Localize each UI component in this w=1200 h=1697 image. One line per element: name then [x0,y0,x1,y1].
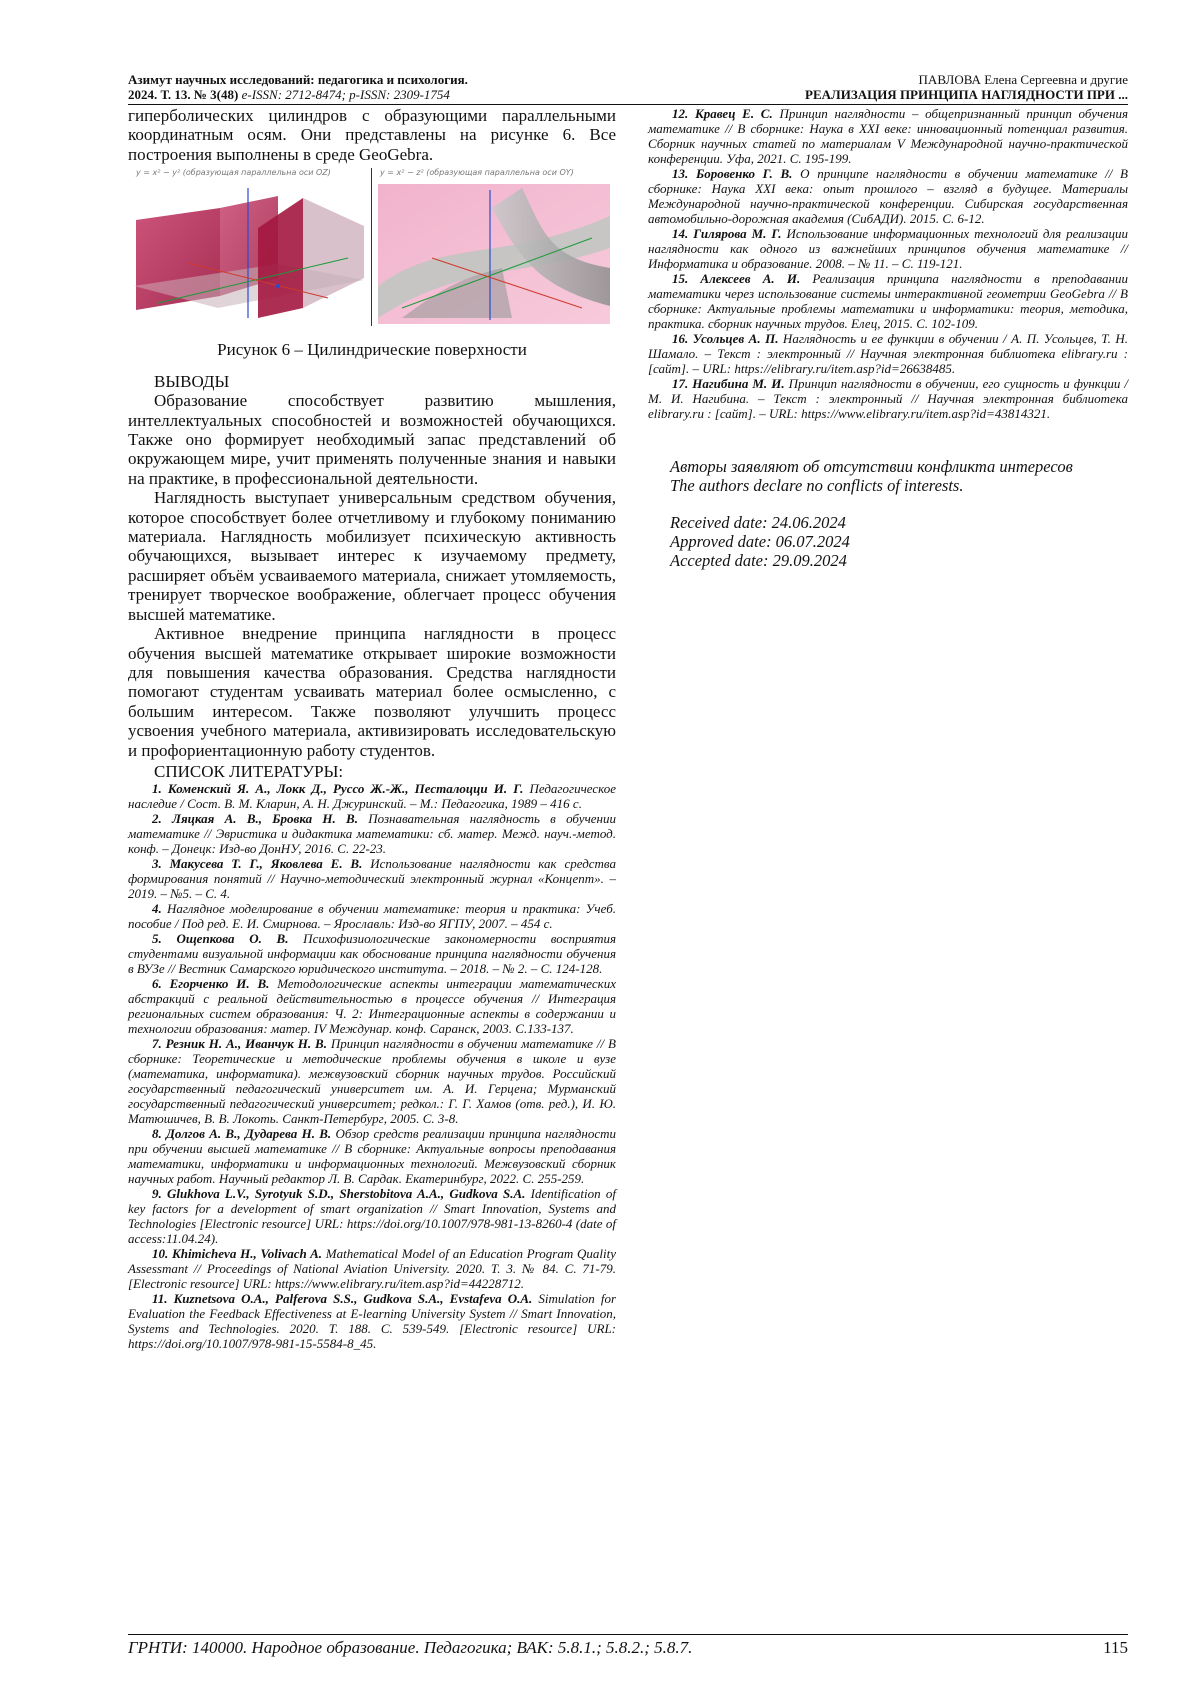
approved-date: Approved date: 06.07.2024 [670,532,850,551]
reference-item: 2. Ляцкая А. В., Бровка Н. В. Познавательная наглядность в обучении математике // Эвристика и дидактика математики: сб. матер. Межд. науч.-метод. конф. – Донецк: Изд-во ДонНУ, 2016. С. 22-23. [128,810,616,856]
figure-panel-left-caption: y = x² − y² (образующая параллельна оси OZ) [136,168,331,178]
figure-panel-left [128,168,371,326]
reference-item: 17. Нагибина М. И. Принцип наглядности в обучении, его сущность и функции / М. И. Нагибина. – Текст : электронный // Научная электронная библиотека elibrary.ru : [сайт]. – URL: https://www.elibrary.ru/item.asp?id=43814321. [648,376,1129,421]
reference-item: 8. Долгов А. В., Дударева Н. В. Обзор средств реализации принципа наглядности при обучении высшей математике // В сборнике: Актуальные вопросы преподавания математики, информатики и информационных технологий. Межвузовский сборник научных работ. Научный редактор Л. В. Сардак. Екатеринбург, 2022. С. 255-259. [128,1125,616,1186]
reference-item: 4. Наглядное моделирование в обучении математике: теория и практика: Учеб. пособие / Под ред. Е. И. Смирнова. – Ярославль: Изд-во ЯГПУ, 2007. – 454 с. [128,900,616,931]
reference-item: 13. Боровенко Г. В. О принципе наглядности в обучении математике // В сборнике: Наука XXI века: опыт прошлого – взгляд в будущее. Материалы Международной научно-практической конференции. Сибирская государственная автомобильно-дорожная академия (СибАДИ). 2015. С. 6-12. [648,166,1128,226]
footer-classification: ГРНТИ: 140000. Народное образование. Педагогика; ВАК: 5.8.1.; 5.8.2.; 5.8.7. [128,1638,693,1657]
journal-name: Азимут научных исследований: педагогика и психология. [128,72,468,87]
reference-item: 6. Егорченко И. В. Методологические аспекты интеграции математических абстракций с реальной действительностью в процессе обучения // Интеграция региональных систем образования: Ч. 2: Интеграционные аспекты в содержании и технологии образования: матер. IV Междунар. конф. Саранск, 2003. С.133-137. [128,975,616,1036]
figure-6 [128,168,616,326]
reference-item: 1. Коменский Я. А., Локк Д., Руссо Ж.-Ж., Песталоцци И. Г. Педагогическое наследие / Сост. В. М. Кларин, А. Н. Джуринский. – М.: Педагогика, 1989 – 416 с. [128,780,616,811]
conclusion-paragraph-3: Активное внедрение принципа наглядности в процесс обучения высшей математике открывает широкие возможности для повышения качества образования. Средства наглядности помогают студентам усваивать материал более осмысленно, с большим интересом. Также позволяют улучшить процесс усвоения учебного материала, активизировать исследовательскую и профориентационную работу студентов. [128,624,616,760]
accepted-date: Accepted date: 29.09.2024 [670,551,847,570]
left-column [128,106,616,1351]
journal-issue: 2024. Т. 13. № 3(48) [128,87,239,102]
conflict-statement-ru: Авторы заявляют об отсутствии конфликта интересов [670,457,1073,476]
header-authors: ПАВЛОВА Елена Сергеевна и другие [918,72,1128,87]
figure-panel-right-caption: y = x² − z² (образующая параллельна оси OY) [380,168,574,178]
reference-item: 7. Резник Н. А., Иванчук Н. В. Принцип наглядности в обучении математике // В сборнике: Теоретические и методические проблемы обучения в школе и вузе (математика, информатика). межвузовский сборник научных трудов. Российский государственный педагогический университет им. А. И. Герцена; Мурманский государственный педагогический университет; редкол.: Г. Г. Хамов (отв. ред.), И. Ю. Матюшичев, В. В. Локоть. Санкт-Петербург, 2005. С. 3-8. [128,1035,616,1126]
figure-caption: Рисунок 6 – Цилиндрические поверхности [217,340,527,360]
journal-issn: e-ISSN: 2712-8474; p-ISSN: 2309-1754 [238,87,450,102]
footer-rule [128,1634,1128,1635]
reference-item: 14. Гилярова М. Г. Использование информационных технологий для реализации наглядности как одного из важнейших принципов обучения математике // Информатика и образование. 2008. – № 11. – С. 119-121. [648,226,1128,271]
article-header [650,72,1128,102]
header-title: РЕАЛИЗАЦИЯ ПРИНЦИПА НАГЛЯДНОСТИ ПРИ ... [805,87,1128,102]
conflict-statement-en: The authors declare no conflicts of interests. [670,476,964,495]
journal-header [128,72,648,102]
reference-item: 5. Ощепкова О. В. Психофизиологические закономерности восприятия студентами визуальной информации как обоснование принципа наглядности обучения в ВУЗе // Вестник Самарского юридического института. – 2018. – № 2. – С. 124-128. [128,930,616,976]
declarations [648,457,1128,570]
cylinder-oy-plot [372,168,616,326]
reference-item: 16. Усольцев А. П. Наглядность и ее функции в обучении / А. П. Усольцев, Т. Н. Шамало. – Текст : электронный // Научная электронная библиотека elibrary.ru : [сайт]. – URL: https://elibrary.ru/item.asp?id=26638485. [648,331,1129,376]
conclusion-paragraph-2: Наглядность выступает универсальным средством обучения, которое способствует более отчетливому и глубокому пониманию материала. Наглядность мобилизует психическую активность обучающихся, вызывает интерес к изучаемому предмету, расширяет объём усваиваемого материала, снижает утомляемость, тренирует творческое воображение, облегчает процесс обучения высшей математике. [128,488,616,624]
header-rule [128,104,1128,105]
conclusions-heading: ВЫВОДЫ [154,372,230,392]
references-list-left [128,781,616,1351]
figure-panel-right [372,168,616,326]
reference-item: 11. Kuznetsova O.A., Palferova S.S., Gudkova S.A., Evstafeva O.A. Simulation for Evaluation the Feedback Effectiveness at E-learning University System // Smart Innovation, Systems and Technologies. 2020. Т. 188. С. 539-549. [Electronic resource] URL: https://doi.org/10.1007/978-981-15-5584-8_45. [128,1290,616,1351]
right-column [648,106,1128,570]
page-number: 115 [1103,1638,1128,1657]
reference-item: 9. Glukhova L.V., Syrotyuk S.D., Sherstobitova A.A., Gudkova S.A. Identification of key factors for a development of smart organization // Smart Innovation, Systems and Technologies [Electronic resource] URL: https://doi.org/10.1007/978-981-13-8260-4 (date of access:11.04.24). [128,1185,616,1246]
intro-paragraph: гиперболических цилиндров с образующими параллельными координатным осям. Они представлены на рисунке 6. Все построения выполнены в среде GeoGebra. [128,106,616,164]
reference-item: 15. Алексеев А. И. Реализация принципа наглядности в преподавании математики через использование системы интерактивной геометрии GeoGebra // В сборнике: Актуальные проблемы математики и информатики: теория, методика, практика. сборник научных трудов. Елец, 2015. С. 102-109. [648,271,1129,331]
cylinder-oz-plot [128,168,371,326]
references-list-right [648,106,1128,421]
references-heading: СПИСОК ЛИТЕРАТУРЫ: [154,761,344,781]
reference-item: 3. Макусева Т. Г., Яковлева Е. В. Использование наглядности как средства формирования понятий // Научно-методический электронный журнал «Концепт». – 2019. – №5. – С. 4. [128,855,616,901]
conclusion-paragraph-1: Образование способствует развитию мышления, интеллектуальных способностей и возможностей обучающихся. Также оно формирует необходимый запас представлений об окружающем мире, учит применять полученные знания и навыки на практике, в профессиональной деятельности. [128,391,616,488]
received-date: Received date: 24.06.2024 [670,513,846,532]
reference-item: 10. Khimicheva H., Volivach A. Mathematical Model of an Education Program Quality Assessmant // Proceedings of National Aviation University. 2020. Т. 3. № 84. С. 71-79. [Electronic resource] URL: https://www.elibrary.ru/item.asp?id=44228712. [128,1245,616,1291]
reference-item: 12. Кравец Е. С. Принцип наглядности – общепризнанный принцип обучения математике // В сборнике: Наука в XXI веке: инновационный потенциал развития. Сборник научных статей по материалам V Международной научно-практической конференции. Уфа, 2021. С. 195-199. [648,106,1128,166]
